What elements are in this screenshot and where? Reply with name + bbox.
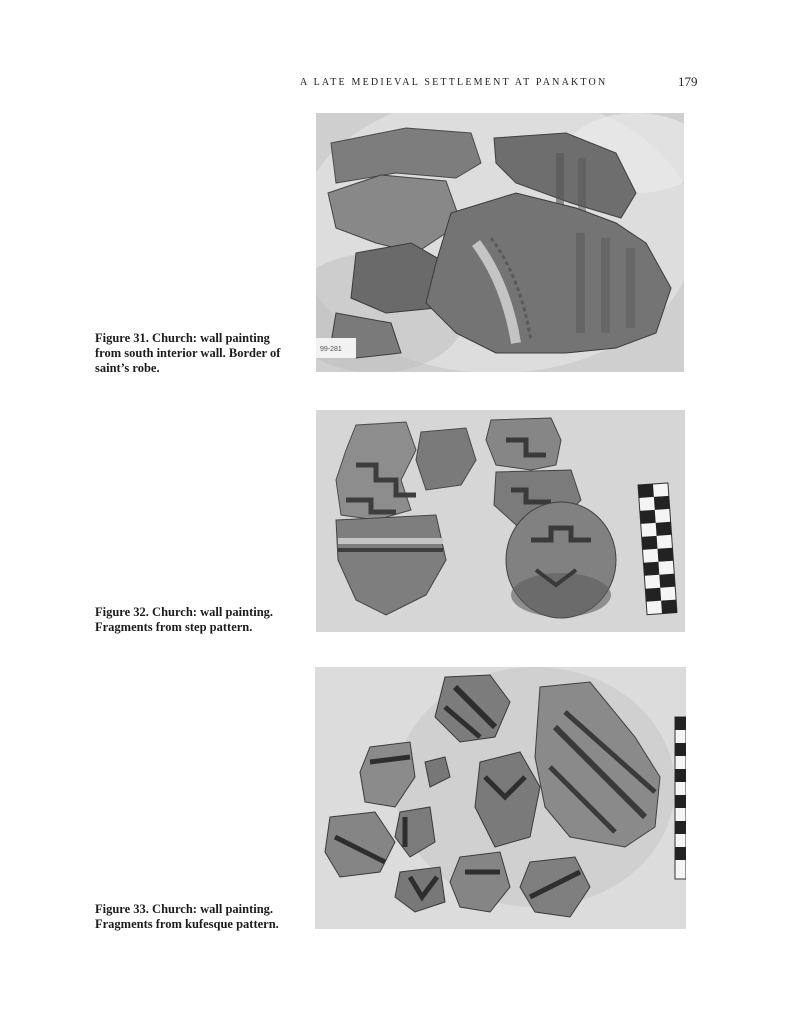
figure-31-photo — [316, 113, 684, 372]
running-title: A LATE MEDIEVAL SETTLEMENT AT PANAKTON — [300, 77, 608, 88]
page-number: 179 — [678, 74, 698, 89]
figure-33-caption: Figure 33. Church: wall painting. Fragments from kufesque pattern. — [95, 902, 279, 931]
photo-label: 99-281 — [320, 346, 342, 353]
figure-31-caption: Figure 31. Church: wall painting from south interior wall. Border of saint’s robe. — [95, 331, 281, 375]
figure-32-photo — [316, 410, 685, 632]
figure-32-caption: Figure 32. Church: wall painting. Fragments from step pattern. — [95, 605, 274, 634]
figure-33-photo — [315, 667, 686, 929]
